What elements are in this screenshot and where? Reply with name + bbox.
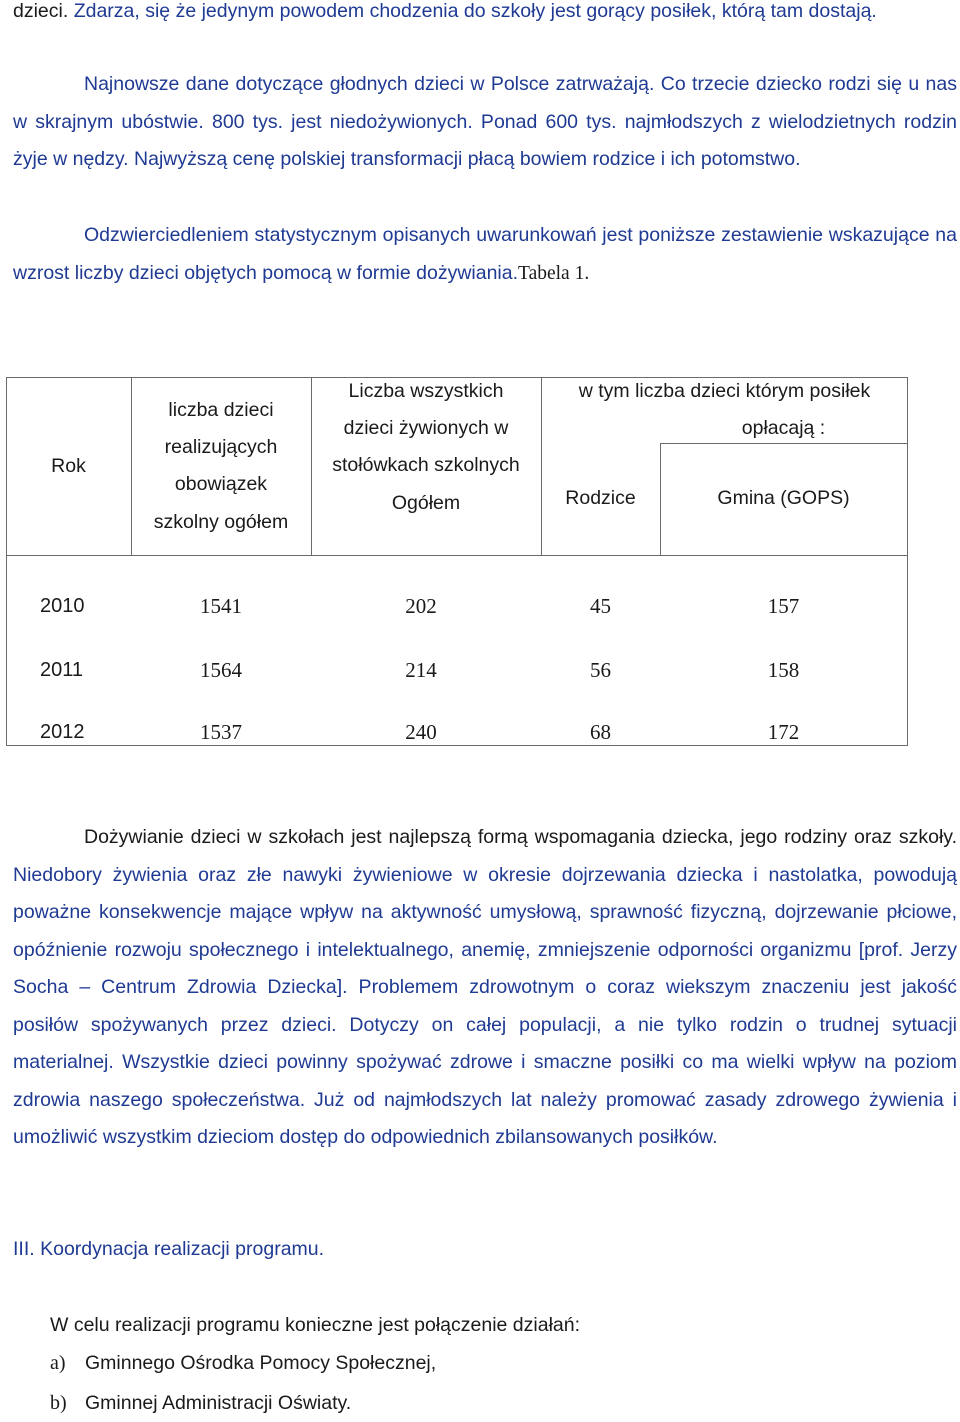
list-item	[50, 1385, 351, 1422]
intro-line-1	[13, 0, 957, 31]
header-paid-line: opłacają :	[741, 417, 826, 439]
header-obligated-line: obowiązek	[174, 473, 268, 495]
cell-parents: 45	[590, 594, 611, 618]
header-fed-line: stołówkach szkolnych	[332, 454, 520, 476]
cell-parents: 68	[590, 720, 611, 744]
table-reference: Tabela 1.	[518, 262, 590, 284]
cell-year: 2012	[40, 721, 85, 743]
intro-line-1-a: dzieci.	[13, 0, 74, 22]
cell-parents: 56	[590, 658, 611, 682]
cell-fed: 202	[405, 594, 437, 618]
header-paid-line: w tym liczba dzieci którym posiłek	[578, 380, 871, 402]
header-rok: Rok	[51, 455, 86, 477]
feeding-paragraph-lead: Dożywianie dzieci w szkołach jest najlepszą formą wspomagania dziecka, jego rodziny oraz szkoły.	[84, 826, 957, 848]
header-gmina: Gmina (GOPS)	[717, 487, 850, 509]
intro-line-1-b: Zdarza, się że jedynym powodem chodzenia do szkoły jest gorący posiłek, którą tam dostają.	[73, 0, 877, 22]
cell-gmina: 172	[767, 720, 800, 744]
header-fed-line: Liczba wszystkich	[348, 380, 504, 402]
feeding-paragraph-body: Niedobory żywienia oraz złe nawyki żywieniowe w okresie dojrzewania dziecka i nastolatka, powodują poważne konsekwencje mające wpływ na aktywność umysłową, sprawność fizyczną, dojrzewanie płciowe, opóźnienie rozwoju społecznego i intelektualnego, anemię, zmniejszenie odporności organizmu [prof. Jerzy Socha – Centrum Zdrowia Dziecka]. Problemem zdrowotnym o coraz wiekszym znaczeniu jest jakość posiłów spożywanych przez dzieci. Dotyczy on całej populacji, a nie tylko rodzin o trudnej sytuacji materialnej. Wszystkie dzieci powinny spożywać zdrowe i smaczne posiłki co ma wielki wpływ na poziom zdrowia naszego społeczeństwa. Już od najmłodszych lat należy promować zasady zdrowego żywienia i umożliwić wszystkim dzieciom dostęp do odpowiednich zbilansowanych posiłków.	[13, 863, 957, 1148]
cell-obligated: 1564	[200, 658, 242, 682]
cell-year: 2011	[40, 659, 84, 681]
cell-year: 2010	[40, 595, 85, 617]
section-heading: III. Koordynacja realizacji programu.	[13, 1238, 325, 1260]
list-marker: a)	[50, 1352, 66, 1374]
list-item-text: Gminnego Ośrodka Pomocy Społecznej,	[85, 1352, 437, 1374]
cell-fed: 214	[405, 658, 437, 682]
list-item	[50, 1345, 436, 1382]
table-vrule-left	[6, 377, 7, 746]
intro-paragraph-2-text: Najnowsze dane dotyczące głodnych dzieci w Polsce zatrważają. Co trzecie dziecko rodzi się u nas w skrajnym ubóstwie. 800 tys. jest niedożywionych. Ponad 600 tys. najmłodszych z wielodzietnych rodzin żyje w nędzy. Najwyższą cenę polskiej transformacji płacą bowiem rodzice i ich potomstwo.	[13, 73, 957, 170]
header-parents: Rodzice	[565, 487, 636, 509]
coordination-lead: W celu realizacji programu konieczne jest połączenie działań:	[50, 1314, 581, 1336]
intro-paragraph-2	[13, 66, 957, 179]
list-marker: b)	[50, 1392, 67, 1414]
header-obligated-line: realizujących	[164, 436, 278, 458]
cell-obligated: 1537	[200, 720, 242, 744]
intro-paragraph-3-text: Odzwierciedleniem statystycznym opisanych uwarunkowań jest poniższe zestawienie wskazujące na wzrost liczby dzieci objętych pomocą w formie dożywiania.	[13, 224, 957, 284]
feeding-paragraph	[13, 819, 957, 1157]
header-obligated-line: liczba dzieci	[168, 399, 274, 421]
header-fed-line: Ogółem	[391, 492, 461, 514]
cell-obligated: 1541	[200, 594, 242, 618]
header-fed-line: dzieci żywionych w	[343, 417, 509, 439]
list-item-text: Gminnej Administracji Oświaty.	[85, 1392, 352, 1414]
cell-gmina: 157	[767, 594, 800, 618]
cell-fed: 240	[405, 720, 437, 744]
intro-paragraph-3	[13, 217, 957, 292]
table-vrule-right	[907, 377, 908, 746]
table-rule-header-bottom	[6, 555, 908, 556]
cell-gmina: 158	[767, 658, 800, 682]
header-obligated-line: szkolny ogółem	[153, 511, 289, 533]
